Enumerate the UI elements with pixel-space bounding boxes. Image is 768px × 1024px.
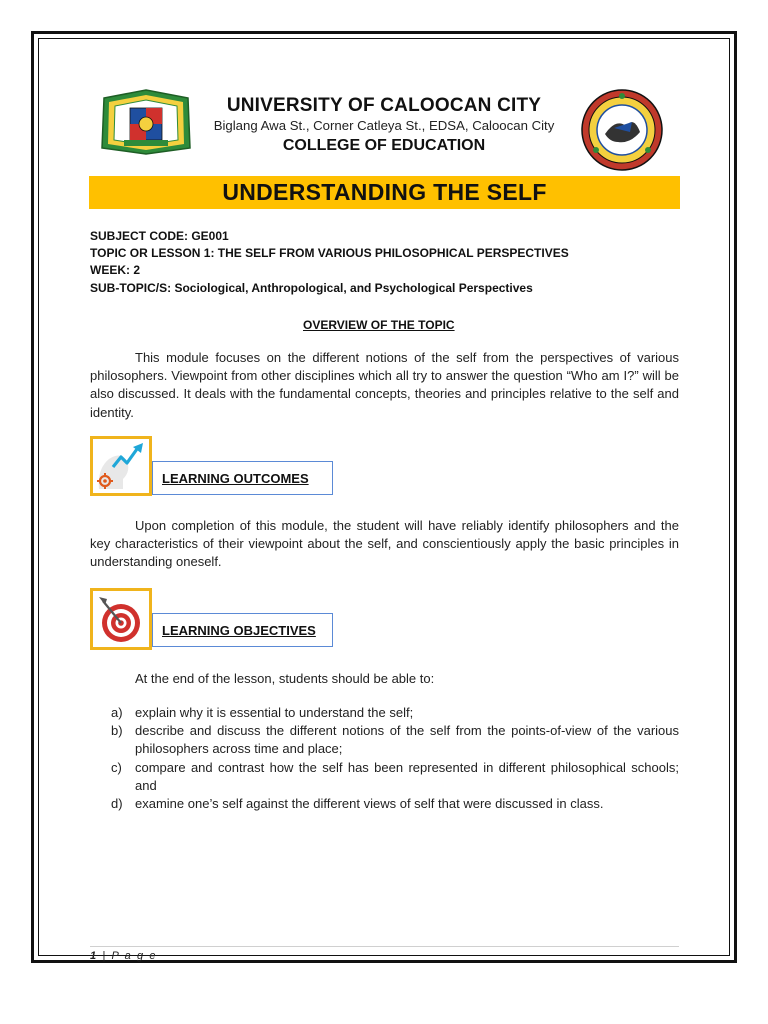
growth-chart-gear-icon xyxy=(93,439,149,493)
university-name: UNIVERSITY OF CALOOCAN CITY xyxy=(226,95,542,116)
learning-objectives-intro: At the end of the lesson, students should be able to: xyxy=(135,671,435,686)
page-label: | P a g e xyxy=(97,950,158,962)
topic-line: TOPIC OR LESSON 1: THE SELF FROM VARIOUS PHILOSOPHICAL PERSPECTIVES xyxy=(90,246,569,260)
page-number: 1 xyxy=(90,950,98,962)
list-item-marker: d) xyxy=(111,796,123,812)
list-item-marker: b) xyxy=(111,723,123,739)
learning-outcomes-label xyxy=(152,461,333,495)
learning-objectives-heading: LEARNING OBJECTIVES xyxy=(162,622,316,638)
list-item-marker: a) xyxy=(111,705,123,720)
footer-divider xyxy=(90,946,679,947)
target-dart-icon xyxy=(93,591,149,647)
list-item-text: examine one’s self against the different views of self that were discussed in class. xyxy=(135,796,604,812)
learning-outcomes-heading: LEARNING OUTCOMES xyxy=(162,470,309,486)
university-address: Biglang Awa St., Corner Catleya St., EDSA, Caloocan City xyxy=(213,118,555,133)
college-name: COLLEGE OF EDUCATION xyxy=(282,137,486,154)
list-item xyxy=(111,759,679,795)
learning-outcomes-paragraph: Upon completion of this module, the student will have reliably identify philosophers and the key characteristics of their viewpoint about the self, and conscientiously apply the basic principles in understanding oneself. xyxy=(90,518,679,570)
overview-paragraph: This module focuses on the different notions of the self from the perspectives of various philosophers. Viewpoint from other disciplines which all try to answer the question “Who am I?” will be also discussed. It deals with the fundamental concepts, theories and principles relative to the self and identity. xyxy=(90,350,679,420)
list-item-text: compare and contrast how the self has been represented in different philosophical schools; and xyxy=(135,759,679,793)
objectives-list xyxy=(111,704,679,813)
list-item xyxy=(111,722,679,758)
subject-code: SUBJECT CODE: GE001 xyxy=(90,229,229,243)
overview-heading: OVERVIEW OF THE TOPIC xyxy=(303,318,455,332)
subtopics-line: SUB-TOPIC/S: Sociological, Anthropological, and Psychological Perspectives xyxy=(90,281,533,295)
list-item-text: describe and discuss the different notions of the self from the points-of-view of the various philosophers across time and place; xyxy=(135,723,679,757)
page-footer xyxy=(90,950,157,962)
learning-objectives-icon-box xyxy=(90,588,152,650)
list-item-marker: c) xyxy=(111,759,122,775)
document-title: UNDERSTANDING THE SELF xyxy=(222,179,547,205)
title-banner xyxy=(89,176,680,209)
list-item xyxy=(111,795,679,813)
learning-objectives-label xyxy=(152,613,333,647)
list-item-text: explain why it is essential to understand the self; xyxy=(135,705,414,720)
learning-outcomes-icon-box xyxy=(90,436,152,496)
week-line: WEEK: 2 xyxy=(90,263,141,277)
list-item xyxy=(111,704,679,722)
